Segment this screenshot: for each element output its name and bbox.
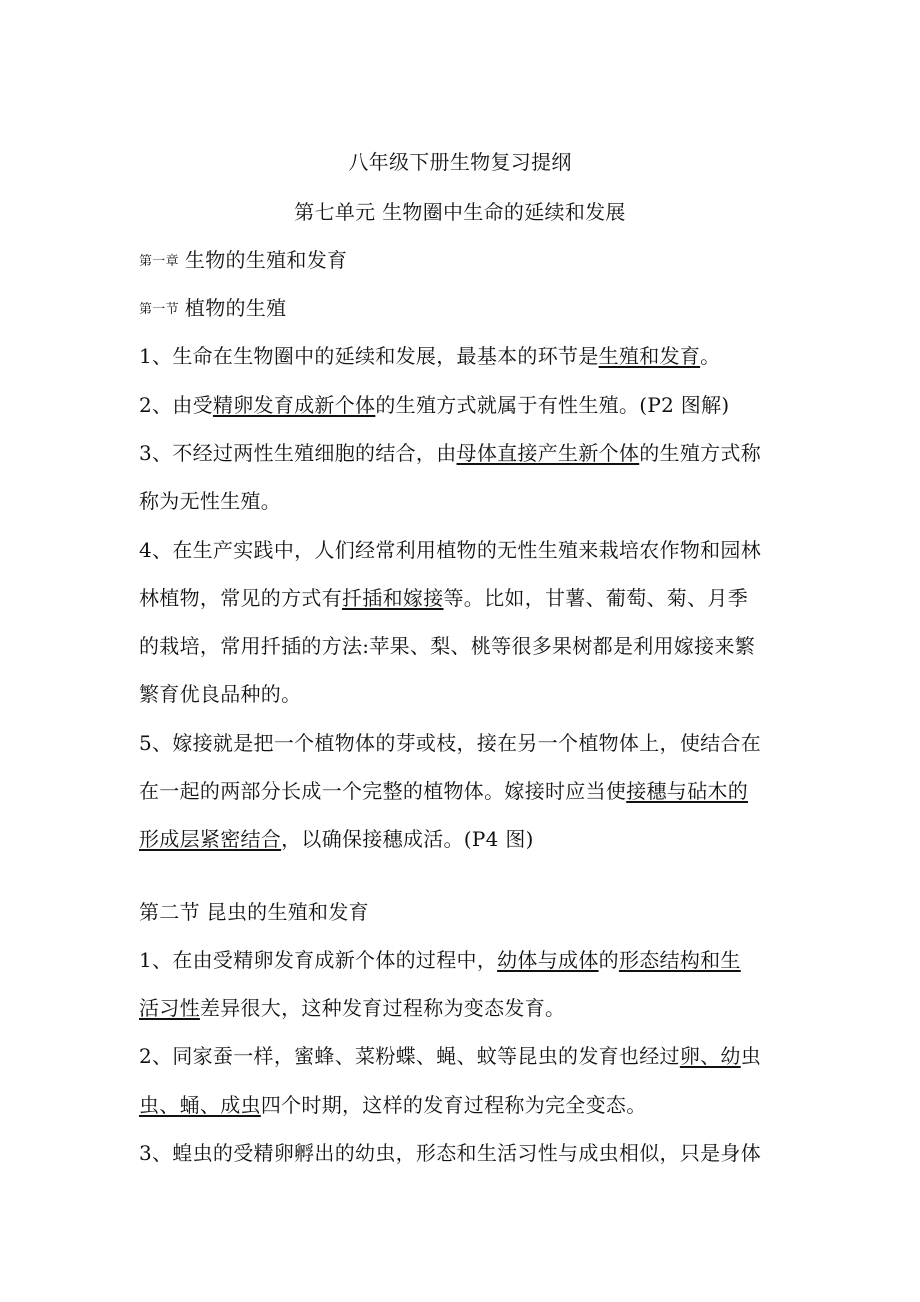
s1-item1-line1 [139,344,720,368]
text-run: 繁育优良品种的。 [139,682,302,706]
s1-item5-line1 [139,731,761,755]
underlined-text: 母体直接产生新个体 [456,441,640,465]
underlined-text: 精卵发育成新个体 [212,393,376,417]
text-run: 称为无性生殖。 [139,489,282,513]
underlined-text: 接穗与砧木的 [626,779,749,803]
s1-item5-line3 [139,827,534,851]
underlined-text: 活习性 [139,996,200,1020]
s1-item4-line2 [139,586,748,610]
s1-item4-line3 [139,634,755,658]
underlined-text: 幼体与成体 [497,948,599,972]
s1-item2-line1 [139,393,730,417]
chapter-label: 第一章 [139,254,179,269]
text-run: 2、同家蚕一样，蜜蜂、菜粉蝶、蝇、蚊等昆虫的发育也经过 [139,1044,680,1068]
underlined-text: 生殖和发育 [598,344,701,368]
underlined-text: 形态结构和生 [618,948,741,972]
text-run: 2、由受 [139,393,213,417]
underlined-text: 形成层紧密结合 [139,827,282,851]
text-run: 差异很大，这种发育过程称为变态发育。 [199,996,566,1020]
underlined-text: 卵、幼 [679,1044,741,1068]
s1-item4-line1 [139,538,761,562]
unit-title: 第七单元 生物圈中生命的延续和发展 [294,200,626,224]
s1-item5-line2 [139,779,748,803]
text-run: 四个时期，这样的发育过程称为完全变态。 [260,1093,647,1117]
chapter-title: 生物的生殖和发育 [184,248,348,272]
s2-item3-line1 [139,1141,761,1165]
s1-item3-line2 [139,489,281,513]
text-run: 的栽培，常用扦插的方法:苹果、梨、桃等很多果树都是利用嫁接来繁 [139,634,756,658]
section1-label: 第一节 [139,302,179,317]
s1-item4-line4 [139,682,301,706]
section1-heading [139,296,286,322]
s2-item2-line1 [139,1044,761,1068]
s2-item1-line2 [139,996,565,1020]
text-run: 等。比如，甘薯、葡萄、菊、月季 [443,586,748,610]
text-run: 林植物，常见的方式有 [139,586,342,610]
text-run: 虫 [740,1044,762,1068]
text-run: 的生殖方式就属于有性生殖。(P2 图解) [375,393,730,417]
text-run: 1、生命在生物圈中的延续和发展，最基本的环节是 [139,344,599,368]
s2-item1-line1 [139,948,741,972]
chapter-heading [139,248,347,274]
text-run: 的生殖方式称 [639,441,762,465]
text-run: 。 [700,344,721,368]
text-run: 在一起的两部分长成一个完整的植物体。嫁接时应当使 [139,779,627,803]
underlined-text: 虫、蛹、成虫 [139,1093,261,1117]
section1-title: 植物的生殖 [184,296,287,320]
s1-item3-line1 [139,441,761,465]
underlined-text: 扦插和嫁接 [342,586,444,610]
text-run: ，以确保接穗成活。(P4 图) [281,827,534,851]
text-run: 的 [598,948,619,972]
s2-item2-line2 [139,1093,647,1117]
text-run: 3、不经过两性生殖细胞的结合，由 [139,441,457,465]
section2-heading: 第二节 昆虫的生殖和发育 [139,900,369,924]
document-title: 八年级下册生物复习提纲 [348,150,572,174]
text-run: 3、蝗虫的受精卵孵出的幼虫，形态和生活习性与成虫相似，只是身体 [139,1141,762,1165]
text-run: 5、嫁接就是把一个植物体的芽或枝，接在另一个植物体上，使结合在 [139,731,762,755]
text-run: 1、在由受精卵发育成新个体的过程中， [139,948,498,972]
text-run: 4、在生产实践中，人们经常利用植物的无性生殖来栽培农作物和园林 [139,538,762,562]
